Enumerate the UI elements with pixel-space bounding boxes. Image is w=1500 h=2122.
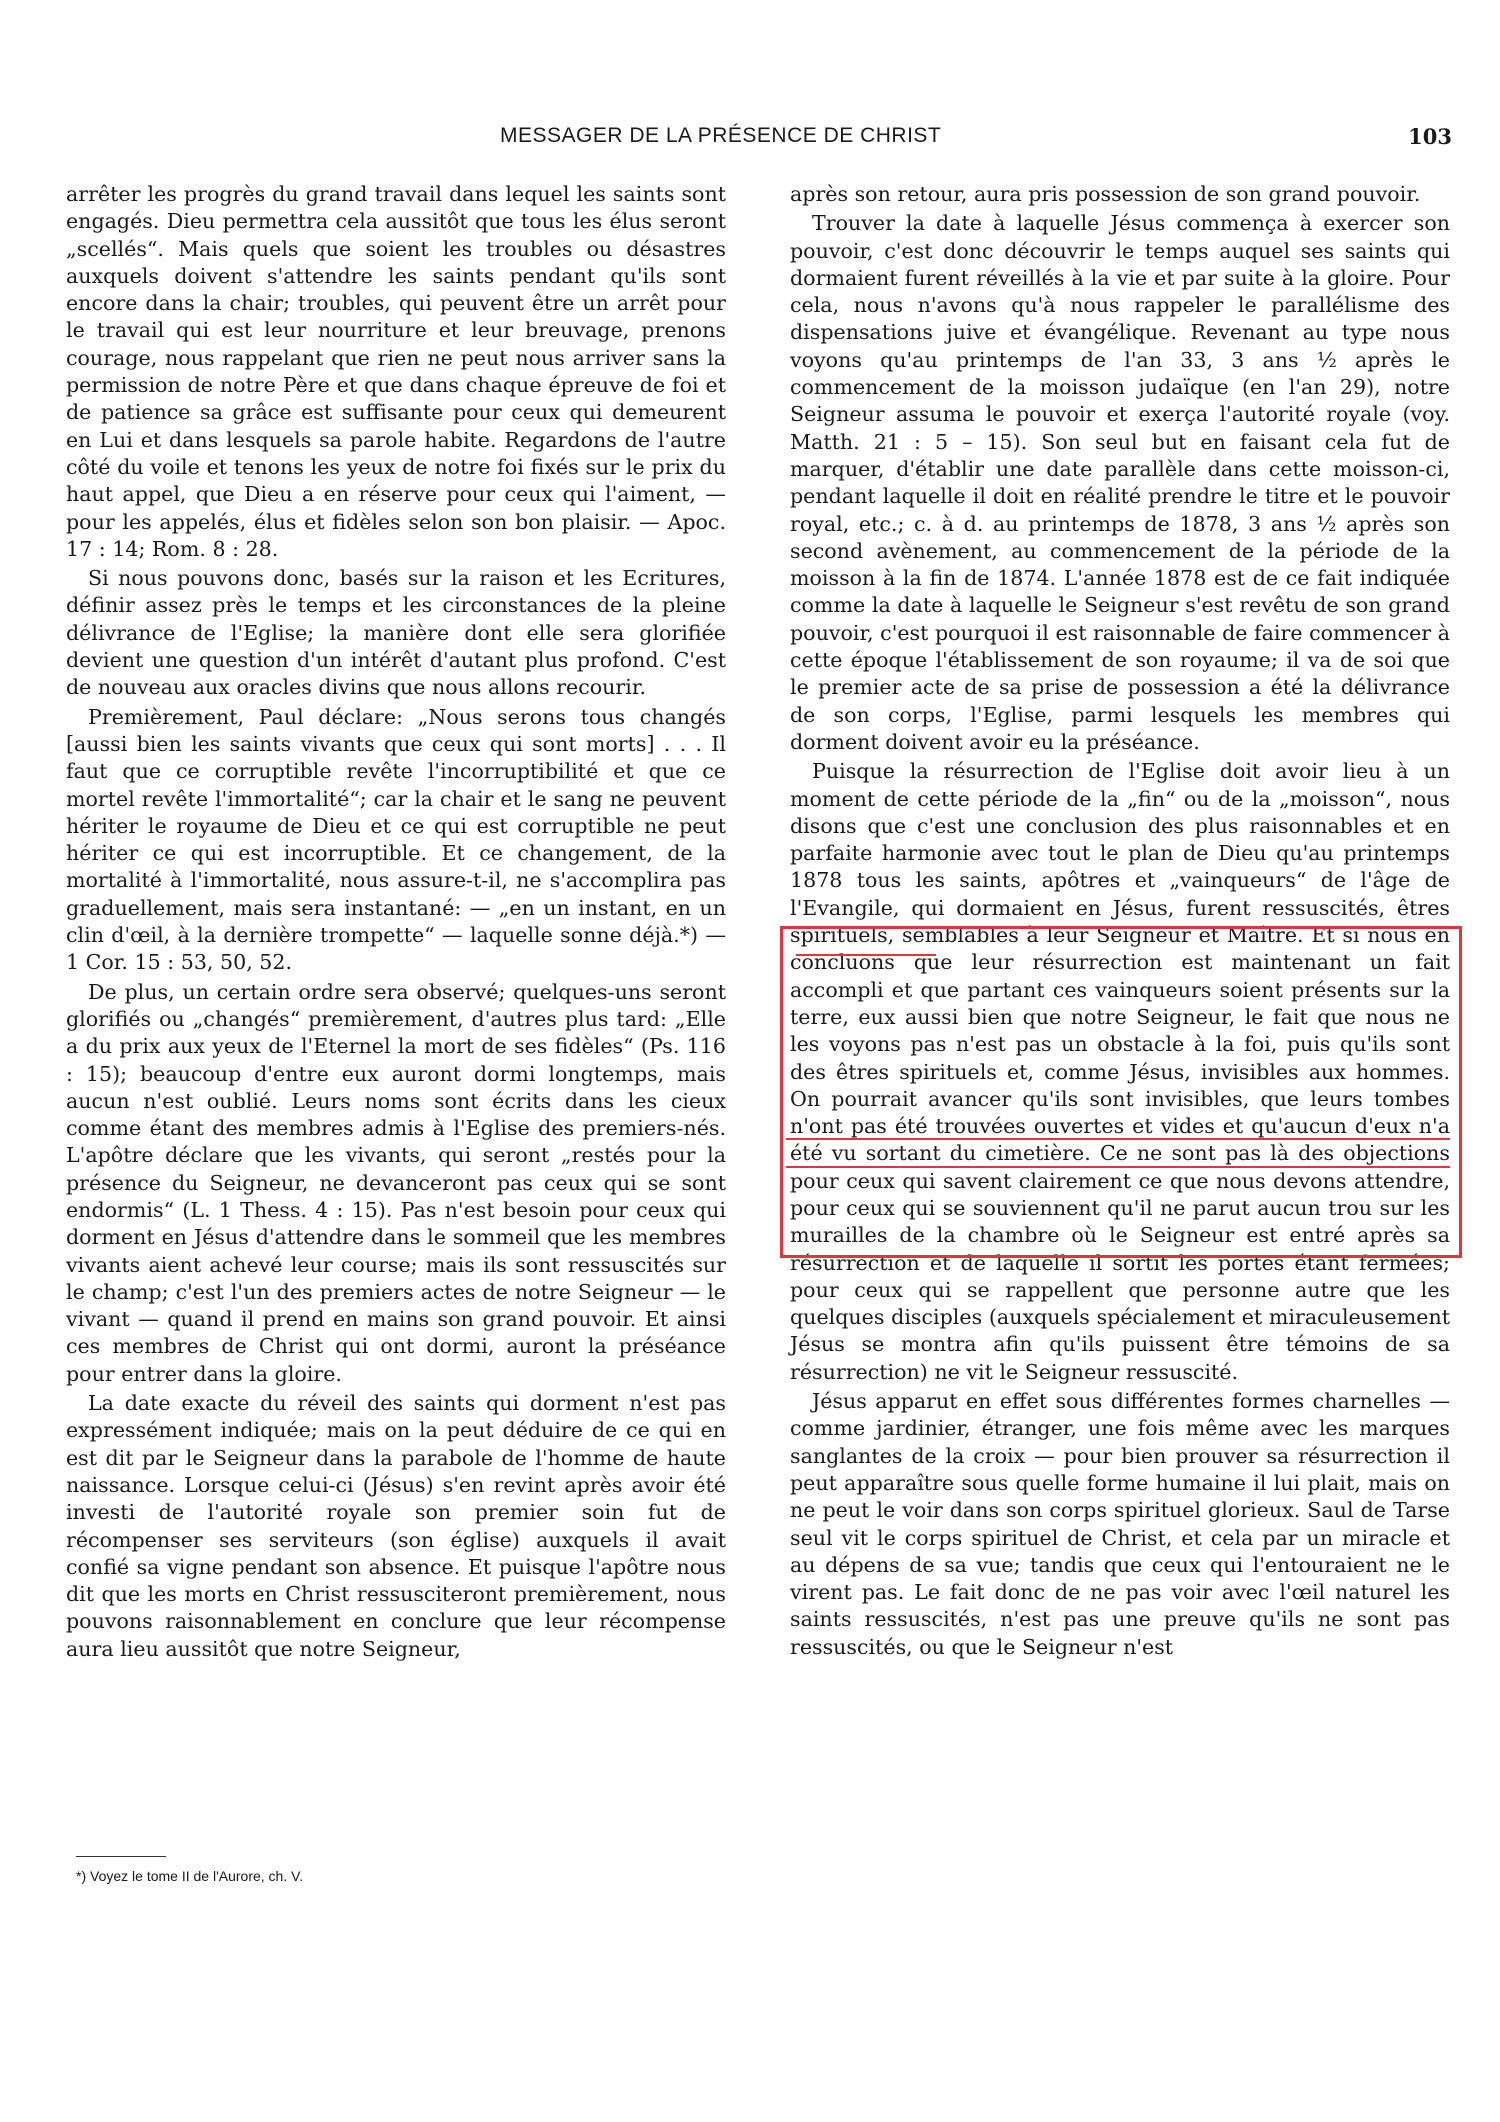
footnote bbox=[76, 1866, 696, 1890]
paragraph: Trouver la date à laquelle Jésus commença à exercer son pouvoir, c'est donc découvrir le temps auquel ses saints qui dormaient furent réveillés à la vie et par suite à la gloire. Pour cela, nous n'avons qu'à nous rappeler le parallélisme des dispensations juive et évangélique. Revenant au type nous voyons qu'au printemps de l'an 33, 3 ans ½ après le commencement de la moisson judaïque (en l'an 29), notre Seigneur assuma le pouvoir et exerça l'autorité royale (voy. Matth. 21 : 5 – 15). Son seul but en faisant cela fut de marquer, d'établir une date parallèle dans cette moisson-ci, pendant laquelle il doit en réalité prendre le titre et le pouvoir royal, etc.; c. à d. au printemps de 1878, 3 ans ½ après son second avènement, au commencement de la période de la moisson à la fin de 1874. L'année 1878 est de ce fait indiquée comme la date à laquelle le Seigneur s'est revêtu de son grand pouvoir, c'est pourquoi il est raisonnable de faire commencer à cette époque l'établissement de son royaume; il va de soi que le premier acte de sa prise de possession a été la délivrance de son corps, l'Eglise, parmi lesquels les membres qui dorment doivent avoir eu la préséance. bbox=[790, 211, 1450, 754]
paragraph: Puisque la résurrection de l'Eglise doit avoir lieu à un moment de cette période de la „fin“ ou de la „moisson“, nous disons que c'est une conclusion des plus raisonnables et en parfaite harmonie avec tout le plan de Dieu qu'au printemps 1878 tous les saints, apôtres et „vainqueurs“ de l'âge de l'Evangile, qui dormaient en Jésus, furent ressuscités, êtres spirituels, semblables à leur Seigneur et Maître. Et si nous en concluons que leur résurrection est maintenant un fait accompli et que partant ces vainqueurs soient présents sur la terre, eux aussi bien que notre Seigneur, le fait que nous ne les voyons pas n'est pas un obstacle à la foi, puis qu'ils sont des êtres spirituels et, comme Jésus, invisibles aux hommes. On pourrait avancer qu'ils sont invisibles, que leurs tombes n'ont pas été trouvées ouvertes et vides et qu'aucun d'eux n'a été vu sortant du cimetière. Ce ne sont pas là des objections pour ceux qui savent clairement ce que nous devons attendre, pour ceux qui se souviennent qu'il ne parut aucun trou sur les murailles de la chambre où le Seigneur est entré après sa résurrection et de laquelle il sortit les portes étant fermées; pour ceux qui se rappellent que personne autre que les quelques disciples (auxquels spécialement et miraculeusement Jésus se montra afin qu'ils puissent être témoins de sa résurrection) ne vit le Seigneur ressuscité. bbox=[790, 759, 1450, 1384]
page-number: 103 bbox=[1408, 124, 1452, 149]
running-title: MESSAGER DE LA PRÉSENCE DE CHRIST bbox=[500, 124, 942, 147]
paragraph: Si nous pouvons donc, basés sur la raison et les Ecritures, définir assez près le temps et les circonstances de la pleine délivrance de l'Eglise; la manière dont elle sera glorifiée devient une question d'un intérêt d'autant plus profond. C'est de nouveau aux oracles divins que nous allons recourir. bbox=[66, 566, 726, 700]
left-column bbox=[66, 181, 726, 1663]
paragraph: après son retour, aura pris possession de son grand pouvoir. bbox=[790, 182, 1421, 206]
page-header bbox=[0, 124, 1500, 158]
highlight-box bbox=[780, 926, 1462, 1258]
paragraph: Jésus apparut en effet sous différentes formes charnelles — comme jardinier, étranger, une fois même avec les marques sanglantes de la croix — pour bien prouver sa résurrection il peut apparaître sous quelle forme humaine il lui plait, mais on ne peut le voir dans son corps spirituel glorieux. Saul de Tarse seul vit le corps spirituel de Christ, et cela par un miracle et au dépens de sa vue; tandis que ceux qui l'entouraient ne le virent pas. Le fait donc de ne pas voir avec l'œil naturel les saints ressuscités, n'est pas une preuve qu'ils ne sont pas ressuscités, ou que le Seigneur n'est bbox=[790, 1389, 1450, 1659]
paragraph: arrêter les progrès du grand travail dans lequel les saints sont engagés. Dieu permettra cela aussitôt que tous les élus seront „scellés“. Mais quels que soient les troubles ou désastres auxquels doivent s'attendre les saints pendant qu'ils sont encore dans la chair; troubles, qui peuvent être un arrêt pour le travail qui est leur nourriture et leur breuvage, prenons courage, nous rappelant que rien ne peut nous arriver sans la permission de notre Père et que dans chaque épreuve de foi et de patience sa grâce est suffisante pour ceux qui demeurent en Lui et dans lesquels sa parole habite. Regardons de l'autre côté du voile et tenons les yeux de notre foi fixés sur le prix du haut appel, que Dieu a en réserve pour ceux qui l'aiment, — pour les appelés, élus et fidèles selon son bon plaisir. — Apoc. 17 : 14; Rom. 8 : 28. bbox=[66, 182, 726, 561]
paragraph: De plus, un certain ordre sera observé; quelques-uns seront glorifiés ou „changés“ premièrement, d'autres plus tard: „Elle a du prix aux yeux de l'Eternel la mort de ses fidèles“ (Ps. 116 : 15); beaucoup d'entre eux auront dormi longtemps, mais aucun n'est oublié. Leurs noms sont écrits dans les cieux comme étant des membres admis à l'Eglise des premiers-nés. L'apôtre déclare que les vivants, qui seront „restés pour la présence du Seigneur, ne devanceront pas ceux qui se sont endormis“ (L. 1 Thess. 4 : 15). Pas n'est besoin pour ceux qui dorment en Jésus d'attendre dans le sommeil que les membres vivants aient achevé leur course; mais ils sont ressuscités sur le champ; c'est l'un des premiers actes de notre Seigneur — le vivant — quand il prend en mains son grand pouvoir. Et ainsi ces membres de Christ qui ont dormi, auront la préséance pour entrer dans la gloire. bbox=[66, 979, 726, 1386]
right-column bbox=[790, 181, 1450, 1661]
footnote-text: *) Voyez le tome II de l'Aurore, ch. V. bbox=[76, 1868, 304, 1884]
paragraph: La date exacte du réveil des saints qui dorment n'est pas expressément indiquée; mais on la peut déduire de ce qui en est dit par le Seigneur dans la parabole de l'homme de haute naissance. Lorsque celui-ci (Jésus) s'en revint après avoir été investi de l'autorité royale son premier soin fut de récompenser ses serviteurs (son église) auxquels il avait confié sa vigne pendant son absence. Et puisque l'apôtre nous dit que les morts en Christ ressusciteront premièrement, nous pouvons raisonnablement en conclure que leur récompense aura lieu aussitôt que notre Seigneur, bbox=[66, 1391, 726, 1661]
paragraph: Premièrement, Paul déclare: „Nous serons tous changés [aussi bien les saints vivants que ceux qui sont morts] . . . Il faut que ce corruptible revête l'incorruptibilité et que ce mortel revête l'immortalité“; car la chair et le sang ne peuvent hériter le royaume de Dieu et ce qui est corruptible ne peut hériter ce qui est incorruptible. Et ce changement, de la mortalité à l'immortalité, nous assure-t-il, ne s'accomplira pas graduellement, mais sera instantané: — „en un instant, en un clin d'œil, à la dernière trompette“ — laquelle sonne déjà.*) — 1 Cor. 15 : 53, 50, 52. bbox=[66, 704, 726, 975]
footnote-rule bbox=[76, 1856, 166, 1857]
highlight-underline bbox=[786, 1138, 1450, 1140]
highlight-underline bbox=[796, 954, 936, 956]
highlight-underline bbox=[786, 1166, 1450, 1168]
